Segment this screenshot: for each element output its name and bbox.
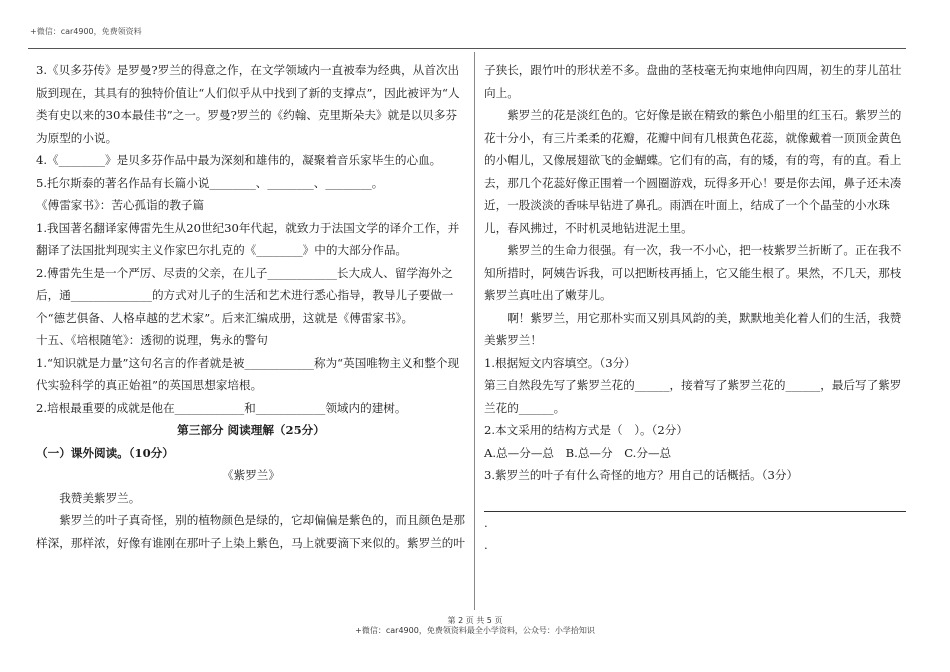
page-number: 第 2 页 共 5 页 [447, 616, 503, 625]
left-paragraph-7: 1.“知识就是力量”这句名言的作者就是被____________称为“英国唯物主义和整个现代实验科学的真正始祖”的英国思想家培根。 [36, 355, 460, 392]
right-paragraph-1: 紫罗兰的花是淡红色的。它好像是嵌在精致的紫色小船里的红玉石。紫罗兰的花十分小，有三片柔柔的花瓣，花瓣中间有几根黄色花蕊，就像戴着一顶顶金黄色的小帽儿，又像展翅欲飞的金蝴蝶。它们有的高，有的矮，有的弯，有的直。看上去，那几个花蕊好像正围着一个圆圈游戏，玩得多开心！要是你去闻，鼻子还未凑近，一股淡淡的香味早钻进了鼻孔。雨洒在叶面上，结成了一个个晶莹的小水珠儿，春风拂过，不时机灵地钻进泥土里。 [484, 108, 902, 235]
answer-mark-2: . [484, 537, 488, 552]
left-paragraph-13: 紫罗兰的叶子真奇怪，别的植物颜色是绿的，它却偏偏是紫色的，而且颜色是那样深，那样浓，好像有谁刚在那叶子上染上紫色，马上就要滴下来似的。紫罗兰的叶 [36, 513, 465, 550]
left-paragraph-11: 《紫罗兰》 [222, 468, 280, 482]
header-rule [28, 48, 906, 49]
right-paragraph-0: 子狭长，跟竹叶的形状差不多。盘曲的茎枝毫无拘束地伸向四周，初生的芽儿茁壮向上。 [484, 63, 902, 100]
right-paragraph-3: 啊！紫罗兰，用它那朴实而又别具风韵的美，默默地美化着人们的生活，我赞美紫罗兰！ [484, 310, 902, 347]
left-paragraph-9: 第三部分 阅读理解（25分） [177, 423, 325, 437]
left-paragraph-4: 1.我国著名翻译家傅雷先生从20世纪30年代起，就致力于法国文学的译介工作，并翻译了法国批判现实主义作家巴尔扎克的《________》中的大部分作品。 [36, 220, 460, 257]
right-paragraph-4: 1.根据短文内容填空。（3分） [484, 355, 636, 370]
left-paragraph-12: 我赞美紫罗兰。 [59, 490, 141, 505]
right-paragraph-7: A.总—分—总 B.总—分 C.分—总 [484, 445, 672, 460]
column-divider [474, 52, 475, 610]
answer-line[interactable] [484, 489, 906, 512]
left-paragraph-10: （一）课外阅读。（10分） [36, 445, 174, 460]
left-column [36, 59, 466, 554]
left-paragraph-3: 《傅雷家书》：苦心孤诣的教子篇 [36, 198, 205, 212]
left-paragraph-2: 5.托尔斯泰的著名作品有长篇小说________、________、________。 [36, 175, 384, 190]
left-paragraph-0: 3.《贝多芬传》是罗曼?罗兰的得意之作，在文学领域内一直被奉为经典，从首次出版到现在，其具有的独特价值让“人们似乎从中找到了新的支撑点”，因此被评为“人类有史以来的30本最佳书”之一。罗曼?罗兰的《约翰、克里斯朵夫》就是以贝多芬为原型的小说。 [36, 63, 460, 145]
footer-watermark: +微信：car4900，免费领资料最全小学资料，公众号：小学拾知识 [355, 626, 595, 635]
left-paragraph-1: 4.《________》是贝多芬作品中最为深刻和雄伟的，凝聚着音乐家毕生的心血。 [36, 153, 442, 167]
right-paragraph-2: 紫罗兰的生命力很强。有一次，我一不小心，把一枝紫罗兰折断了。正在我不知所措时，阿姨告诉我，可以把断枝再插上，它又能生根了。果然，不几天，那枝紫罗兰真吐出了嫩芽儿。 [484, 243, 902, 302]
left-paragraph-8: 2.培根最重要的成就是他在____________和____________领域内的建树。 [36, 400, 407, 415]
left-paragraph-5: 2.傅雷先生是一个严厉、尽责的父亲，在儿子____________长大成人、留学海外之后，通______________的方式对儿子的生活和艺术进行悉心指导，教导儿子要做一个“德艺俱备、人格卓越的艺术家”。后来汇编成册，这就是《傅雷家书》。 [36, 265, 454, 325]
right-column [484, 59, 906, 556]
right-paragraph-6: 2.本文采用的结构方式是（ ）。（2分） [484, 423, 688, 437]
right-paragraph-8: 3.紫罗兰的叶子有什么奇怪的地方？用自己的话概括。（3分） [484, 468, 799, 482]
header-watermark: +微信：car4900，免费领资料 [30, 27, 142, 36]
answer-mark-1: . [484, 515, 488, 530]
left-paragraph-6: 十五、《培根随笔》：透彻的说理，隽永的警句 [36, 333, 268, 347]
right-paragraph-5: 第三自然段先写了紫罗兰花的______，接着写了紫罗兰花的______，最后写了紫罗兰花的______。 [484, 378, 902, 415]
